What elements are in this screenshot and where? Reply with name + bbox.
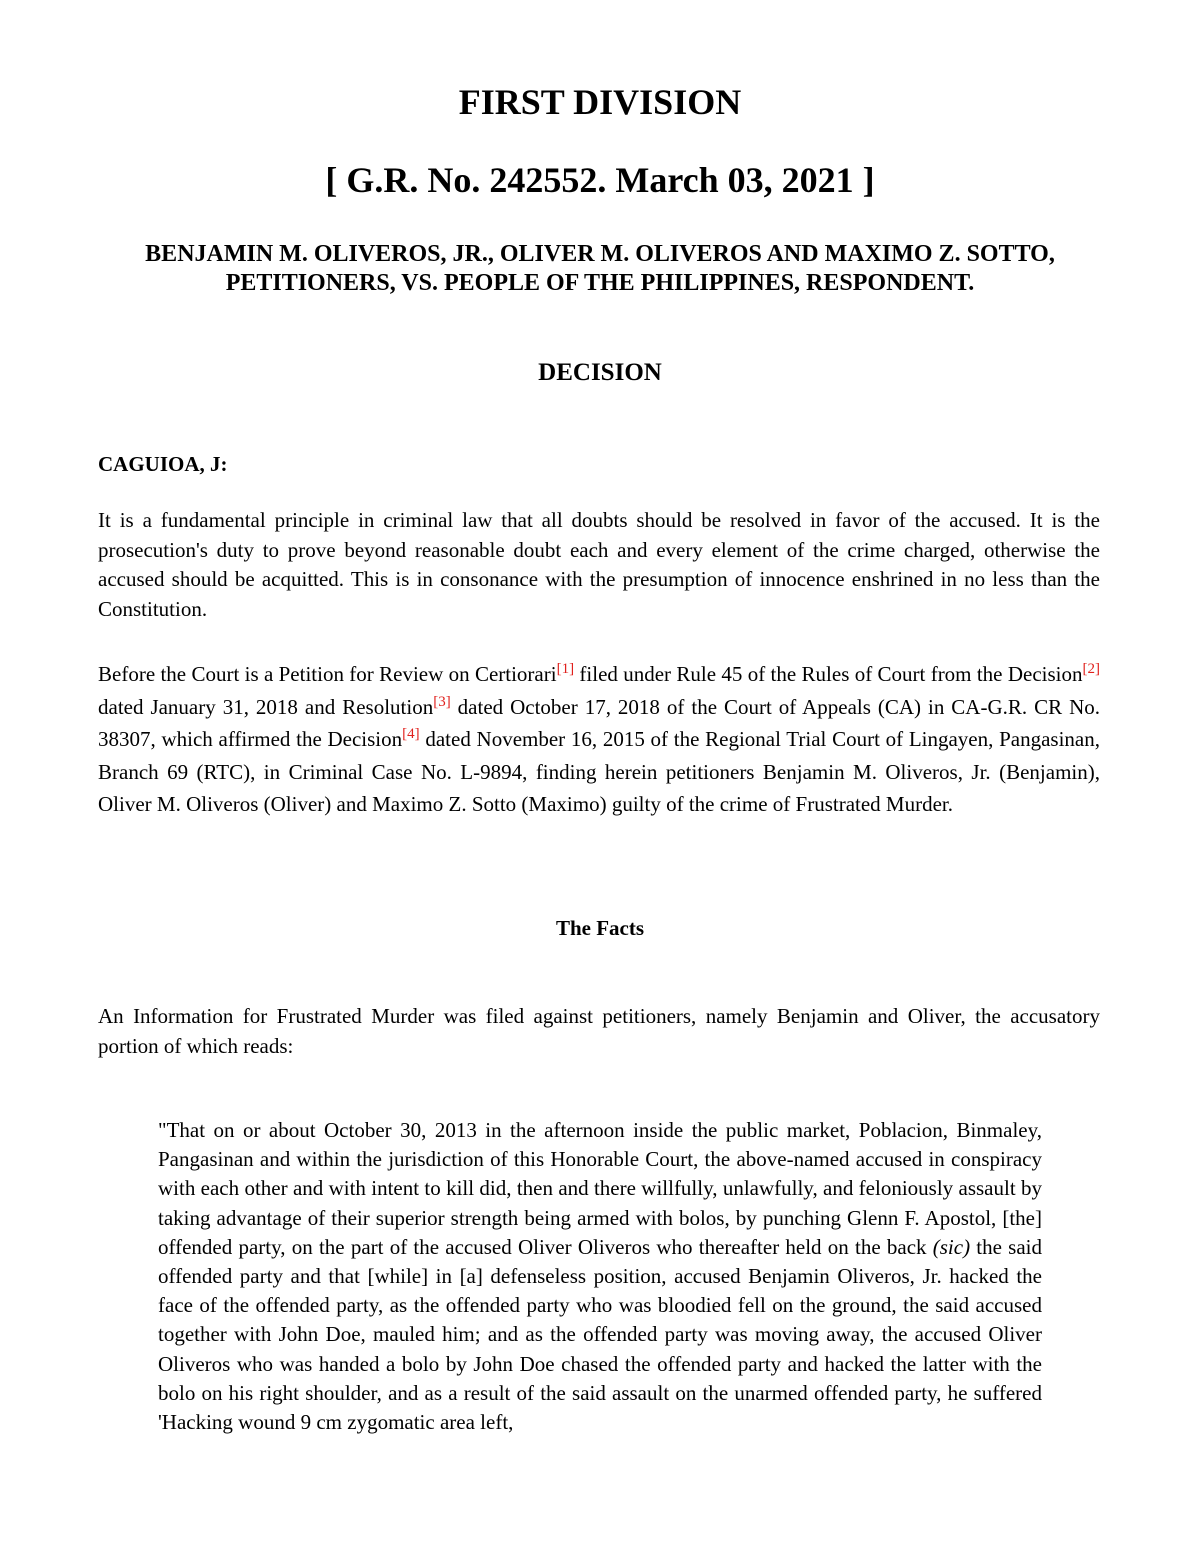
footnote-link-2[interactable]: [2] [1082,661,1100,677]
facts-heading: The Facts [555,916,645,940]
footnote-link-1[interactable]: [1] [556,661,575,677]
decision-title: DECISION [538,359,662,386]
footnote-link-3[interactable]: [3] [433,693,451,710]
paragraph-text: dated January 31, 2018 and Resolution [98,694,434,719]
case-number-heading: [ G.R. No. 242552. March 03, 2021 ] [325,160,875,200]
paragraph-text: Before the Court is a Petition for Review on Certiorari [98,662,557,686]
paragraph-text: filed under Rule 45 of the Rules of Court from the Decision [574,662,1083,686]
paragraph-principle: It is a fundamental principle in criminal law that all doubts should be resolved in favor of the accused. It is the prosecution's duty to prove beyond reasonable doubt each and every element of the crime charged, otherwise the accused should be acquitted. This is in consonance with the presumption of innocence enshrined in no less than the Constitution. [98,508,1100,621]
paragraph-text: dated November 16, 2015 of the Regional Trial Court of Lingayen, Pangasinan, Branch 69 (RTC), in Criminal Case No. L-9894, finding herein petitioners Benjamin M. Oliveros, Jr. (Benjamin), Oliver M. Oliveros (Oliver) and Maximo Z. Sotto (Maximo) guilty of the crime of Frustrated Murder. [98,727,1100,816]
accusatory-quote [158,1116,1042,1437]
quote-text: the said offended party and that [while] in [a] defenseless position, accused Benjamin Oliveros, Jr. hacked the face of the offended party, as the offended party who was bloodied fell on the ground, the said accused together with John Doe, mauled him; and as the offended party was moving away, the accused Oliver Oliveros who was handed a bolo by John Doe chased the offended party and hacked the latter with the bolo on his right shoulder, and as a result of the said assault on the unarmed offended party, he suffered 'Hacking wound 9 cm zygomatic area left, [158,1234,1043,1435]
paragraph-information: An Information for Frustrated Murder was filed against petitioners, namely Benjamin and Oliver, the accusatory portion of which reads: [98,1004,1100,1058]
sic-note: (sic) [932,1234,971,1259]
footnote-link-4[interactable]: [4] [402,726,420,742]
paragraph-text: dated October 17, 2018 of the Court of Appeals (CA) in CA-G.R. CR No. 38307, which affirmed the Decision [98,694,1100,751]
quote-text: "That on or about October 30, 2013 in the afternoon inside the public market, Poblacion, Binmaley, Pangasinan and within the jurisdiction of this Honorable Court, the above-named accused in conspiracy with each other and with intent to kill did, then and there willfully, unlawfully, and feloniously assault by taking advantage of their superior strength being armed with bolos, by punching Glenn F. Apostol, [the] offended party, on the part of the accused Oliver Oliveros who thereafter held on the back [158,1118,1042,1259]
ponente: CAGUIOA, J: [98,452,228,476]
paragraph-petition [98,658,1100,821]
division-heading: FIRST DIVISION [458,82,742,122]
case-parties: BENJAMIN M. OLIVEROS, JR., OLIVER M. OLIVEROS AND MAXIMO Z. SOTTO, PETITIONERS, VS. PEOPLE OF THE PHILIPPINES, RESPONDENT. [145,241,1055,296]
